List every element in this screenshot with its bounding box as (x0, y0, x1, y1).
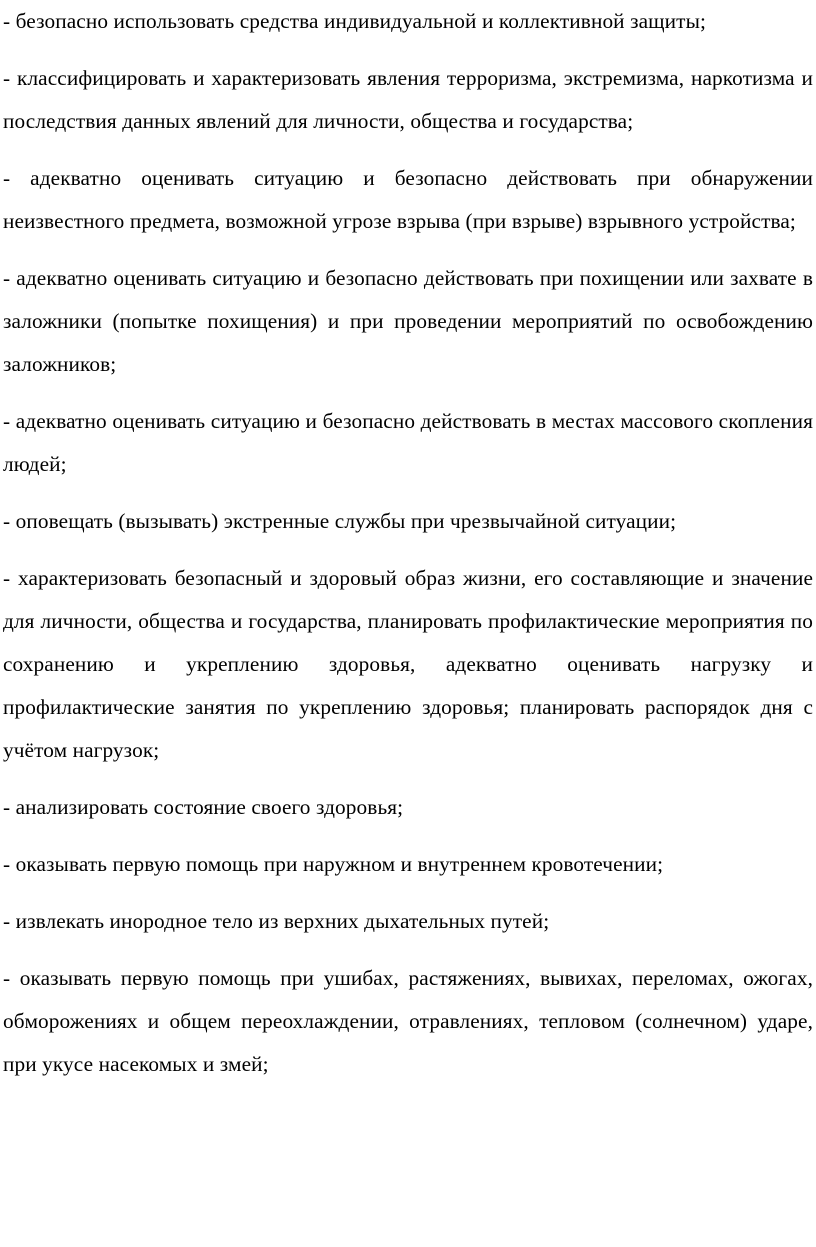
paragraph-health-analysis: - анализировать состояние своего здоровья; (3, 795, 404, 819)
paragraph-hostage-situation: - адекватно оценивать ситуацию и безопасно действовать при похищении или захвате в заложники (попытке похищения) и при проведении мероприятий по освобождению заложников; (3, 266, 813, 376)
paragraph-emergency-services: - оповещать (вызывать) экстренные службы при чрезвычайной ситуации; (3, 509, 677, 533)
paragraph-mass-gathering: - адекватно оценивать ситуацию и безопасно действовать в местах массового скопления людей; (3, 409, 813, 476)
paragraph-protection-means: - безопасно использовать средства индивидуальной и коллективной защиты; (3, 9, 707, 33)
paragraph-unknown-object: - адекватно оценивать ситуацию и безопасно действовать при обнаружении неизвестного предмета, возможной угрозе взрыва (при взрыве) взрывного устройства; (3, 166, 813, 233)
paragraph-terrorism-classification: - классифицировать и характеризовать явления терроризма, экстремизма, наркотизма и последствия данных явлений для личности, общества и государства; (3, 66, 813, 133)
paragraph-foreign-body: - извлекать инородное тело из верхних дыхательных путей; (3, 909, 550, 933)
paragraph-bleeding-first-aid: - оказывать первую помощь при наружном и внутреннем кровотечении; (3, 852, 664, 876)
paragraph-healthy-lifestyle: - характеризовать безопасный и здоровый образ жизни, его составляющие и значение для личности, общества и государства, планировать профилактические мероприятия по сохранению и укреплению здоровья, адекватно оценивать нагрузку и профилактические занятия по укреплению здоровья; планировать распорядок дня с учётом нагрузок; (3, 566, 813, 762)
document-page (3, 0, 813, 1100)
paragraph-injuries-first-aid: - оказывать первую помощь при ушибах, растяжениях, вывихах, переломах, ожогах, обморожениях и общем переохлаждении, отравлениях, тепловом (солнечном) ударе, при укусе насекомых и змей; (3, 966, 813, 1076)
